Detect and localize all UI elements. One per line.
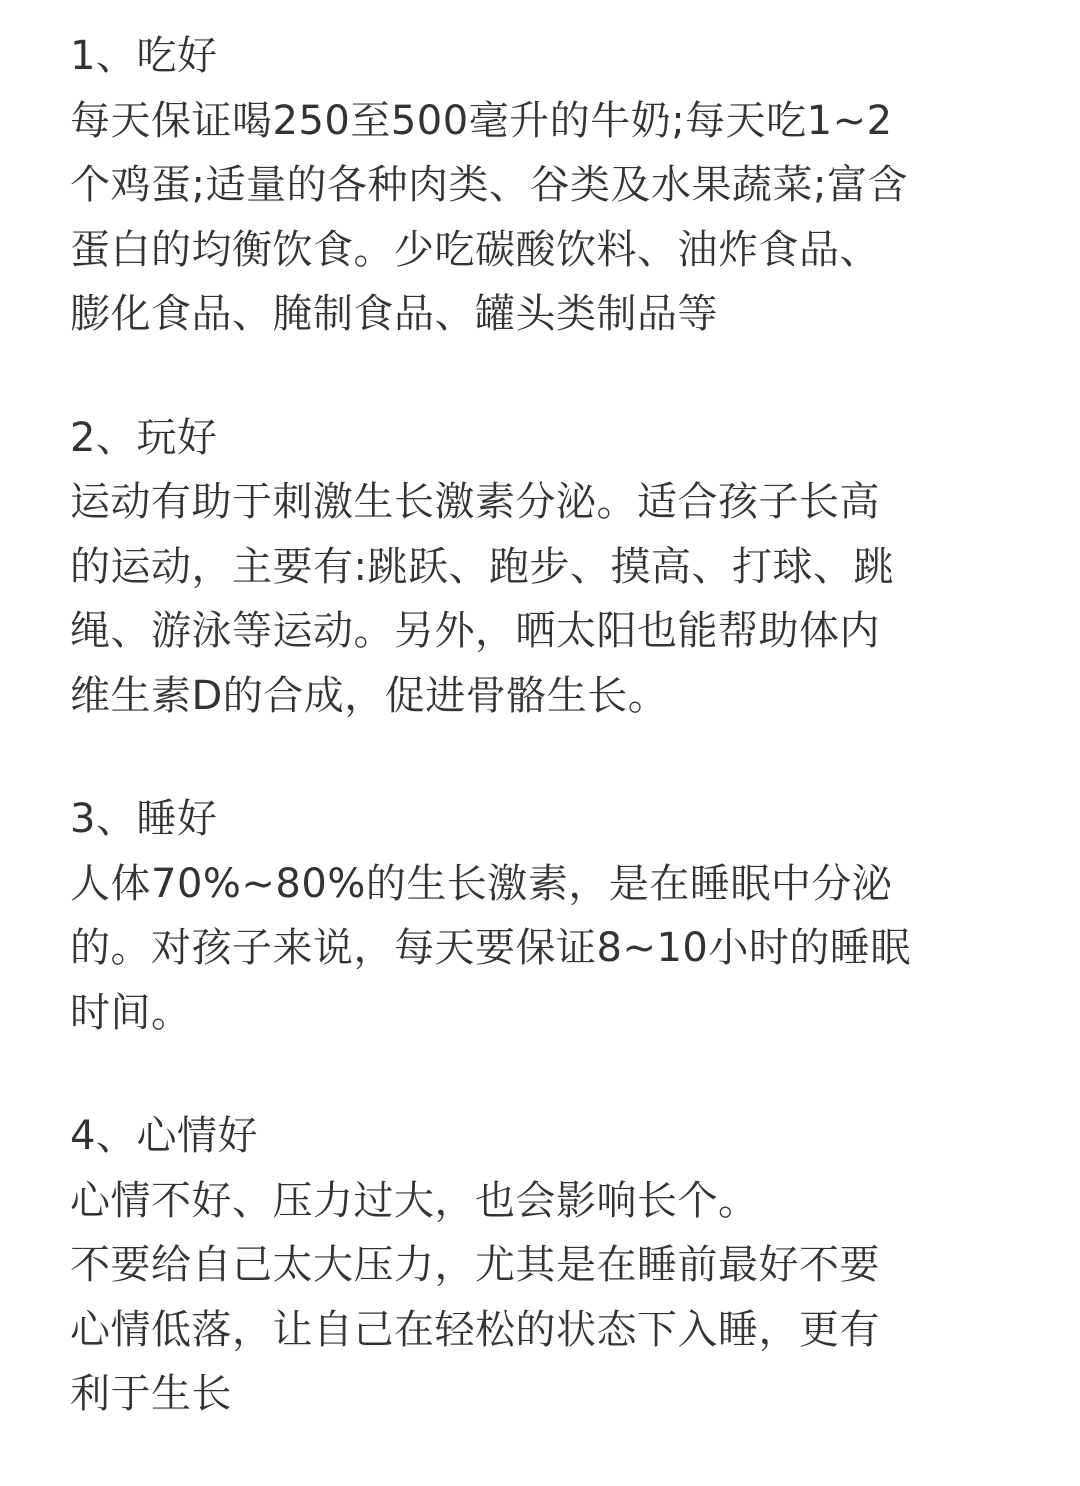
paragraph-line: 心情低落，让自己在轻松的状态下入睡，更有 [70, 1306, 880, 1353]
section-heading: 4、心情好 [70, 1113, 258, 1159]
paragraph-line: 心情不好、压力过大，也会影响长个。 [70, 1177, 759, 1224]
paragraph-line: 绳、游泳等运动。另外，晒太阳也能帮助体内 [70, 608, 880, 654]
paragraph-line: 个鸡蛋;适量的各种肉类、谷类及水果蔬菜;富含 [70, 162, 908, 208]
paragraph-line: 膨化食品、腌制食品、罐头类制品等 [70, 291, 718, 337]
paragraph-line: 人体70%~80%的生长激素，是在睡眠中分泌 [70, 860, 893, 907]
paragraph-line: 每天保证喝250至500毫升的牛奶;每天吃1~2 [70, 97, 893, 144]
paragraph-line: 蛋白的均衡饮食。少吃碳酸饮料、油炸食品、 [70, 226, 880, 273]
section-eat-well [70, 24, 1030, 347]
section-heading: 3、睡好 [70, 796, 218, 842]
section-heading: 2、玩好 [70, 414, 218, 461]
paragraph-line: 维生素D的合成，促进骨骼生长。 [70, 672, 669, 719]
section-sleep-well [70, 787, 1030, 1045]
document-body [70, 24, 1030, 1486]
paragraph-line: 运动有助于刺激生长激素分泌。适合孩子长高 [70, 479, 880, 525]
paragraph-line: 不要给自己太大压力，尤其是在睡前最好不要 [70, 1242, 880, 1288]
paragraph-line: 利于生长 [70, 1371, 232, 1417]
section-good-mood [70, 1104, 1030, 1427]
paragraph-line: 时间。 [70, 989, 192, 1036]
paragraph-line: 的运动，主要有:跳跃、跑步、摸高、打球、跳 [70, 543, 894, 590]
section-play-well [70, 406, 1030, 729]
paragraph-line: 的。对孩子来说，每天要保证8~10小时的睡眠 [70, 925, 911, 971]
section-heading: 1、吃好 [70, 33, 218, 79]
